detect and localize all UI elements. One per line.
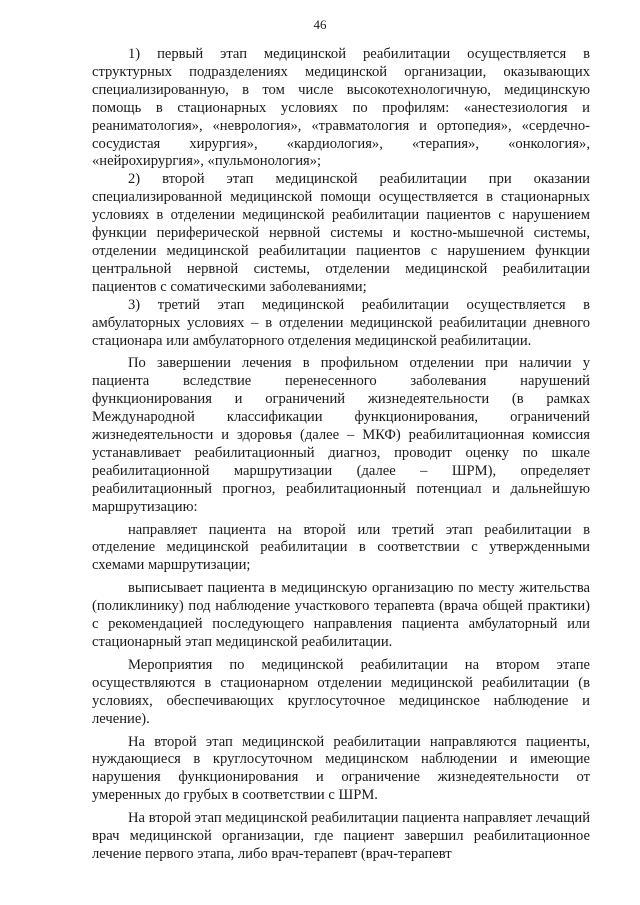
paragraph-second-stage-referral: На второй этап медицинской реабилитации пациента направляет лечащий врач медицинской организации, где пациент завершил реабилитационное лечение первого этапа, либо врач-терапевт (врач-терапевт: [92, 810, 590, 862]
paragraph-discharge: выписывает пациента в медицинскую организацию по месту жительства (поликлинику) под наблюдение участкового терапевта (врача общей практики) с рекомендацией последующего направления пациента амбулаторный или стационарный этап медицинской реабилитации.: [92, 580, 590, 650]
paragraph-second-stage-patients: На второй этап медицинской реабилитации направляются пациенты, нуждающиеся в круглосуточном медицинском наблюдении и имеющие нарушения функционирования и ограничение жизнедеятельности от умеренных до грубых в соответствии с ШРМ.: [92, 733, 590, 804]
paragraph-stage-two: 2) второй этап медицинской реабилитации при оказании специализированной медицинской помощи осуществляется в стационарных условиях в отделении медицинской реабилитации пациентов с нарушением функции периферической нервной системы и костно-мышечной системы, отделении медицинской реабилитации пациентов с нарушением функции центральной нервной системы, отделении медицинской реабилитации пациентов с соматическими заболеваниями;: [92, 171, 590, 295]
paragraph-stage-three: 3) третий этап медицинской реабилитации осуществляется в амбулаторных условиях – в отделении медицинской реабилитации дневного стационара или амбулаторного отделения медицинской реабилитации.: [92, 296, 590, 349]
paragraph-second-stage-activities: Мероприятия по медицинской реабилитации на втором этапе осуществляются в стационарном отделении медицинской реабилитации (в условиях, обеспечивающих круглосуточное медицинское наблюдение и лечение).: [92, 656, 590, 727]
page-number: 46: [313, 17, 327, 32]
paragraph-stage-one: 1) первый этап медицинской реабилитации осуществляется в структурных подразделениях медицинской организации, оказывающих специализированную, в том числе высокотехнологичную, медицинскую помощь в стационарных условиях по профилям: «анестезиология и реаниматология», «неврология», «травматология и ортопедия», «сердечно-сосудистая хирургия», «кардиология», «терапия», «онкология», «нейрохирургия», «пульмонология»;: [92, 46, 590, 170]
paragraph-completion: По завершении лечения в профильном отделении при наличии у пациента вследствие перенесенного заболевания нарушений функционирования и ограничений жизнедеятельности (в рамках Международной классификации функционирования, ограничений жизнедеятельности и здоровья (далее – МКФ) реабилитационная комиссия устанавливает реабилитационный диагноз, проводит оценку по шкале реабилитационной маршрутизации (далее – ШРМ), определяет реабилитационный прогноз, реабилитационный потенциал и дальнейшую маршрутизацию:: [92, 355, 590, 515]
document-body: [92, 46, 590, 864]
paragraph-refer-next-stage: направляет пациента на второй или третий этап реабилитации в отделение медицинской реабилитации в соответствии с утвержденными схемами маршрутизации;: [92, 521, 590, 574]
